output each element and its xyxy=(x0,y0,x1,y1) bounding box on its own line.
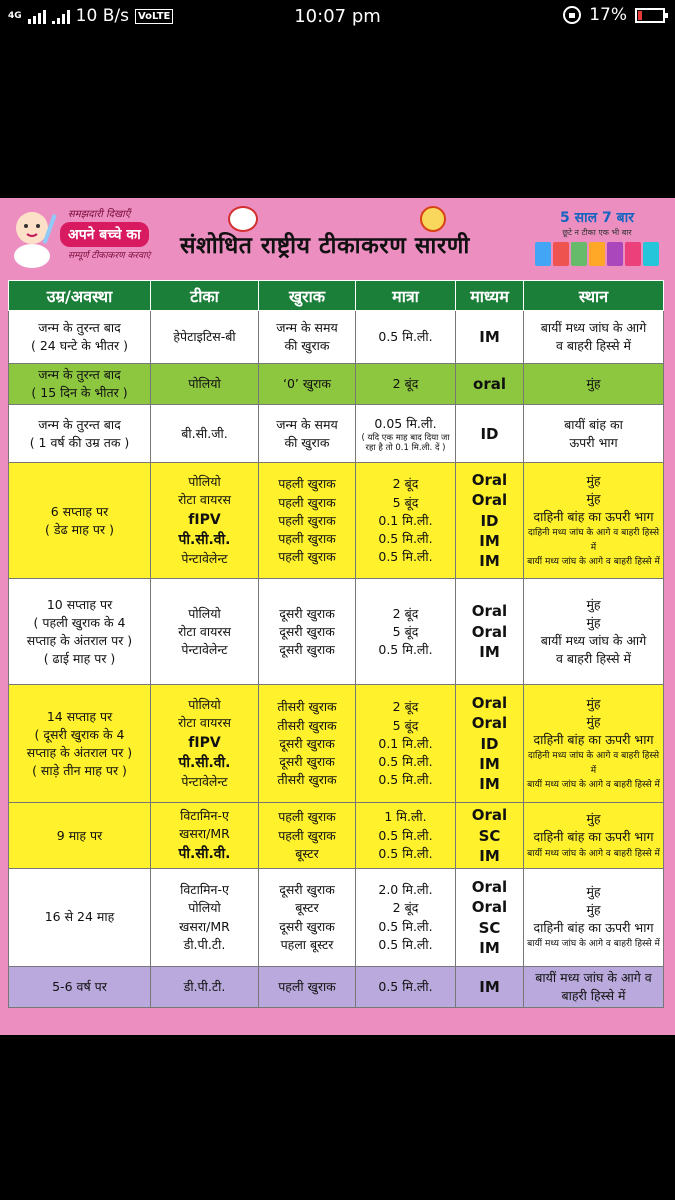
cell-dose-line: दूसरी खुराक xyxy=(279,605,335,621)
cell-quantity xyxy=(356,803,456,869)
cell-site xyxy=(524,869,664,967)
cell-quantity-line: 2 बूंद xyxy=(392,605,419,621)
cell-dose xyxy=(259,869,356,967)
cell-dose-line: दूसरी खुराक xyxy=(279,918,335,934)
cell-site xyxy=(524,967,664,1008)
cell-route-line: Oral xyxy=(471,471,508,490)
cell-quantity-line: 0.5 मि.ली. xyxy=(378,936,433,952)
cell-quantity-line: 0.1 मि.ली. xyxy=(378,512,433,528)
cell-vaccine-line: डी.पी.टी. xyxy=(183,979,226,995)
cell-vaccine-line: रोटा वायरस xyxy=(178,623,231,639)
network-speed: 10 B/s xyxy=(75,6,129,26)
cell-dose-line: तीसरी खुराक xyxy=(277,717,337,733)
cell-vaccine xyxy=(151,685,259,803)
cell-quantity xyxy=(356,311,456,364)
cell-site-line: बायीं मध्य जांघ के आगे xyxy=(540,632,647,648)
cell-site xyxy=(524,364,664,405)
cell-route xyxy=(456,463,524,579)
cell-dose-line: पहला बूस्टर xyxy=(280,936,334,952)
cell-quantity-line: 0.5 मि.ली. xyxy=(378,548,433,564)
cell-dose xyxy=(259,685,356,803)
cell-site-line: बायीं बांह का xyxy=(564,416,623,432)
vaccination-schedule-table xyxy=(8,280,664,1008)
cell-quantity-line: 0.5 मि.ली. xyxy=(378,845,433,861)
cell-vaccine-line: पी.सी.वी. xyxy=(178,531,231,548)
cell-route xyxy=(456,579,524,685)
cell-route-line: ID xyxy=(480,511,499,530)
cell-vaccine-line: fIPV xyxy=(188,511,221,528)
clock: 10:07 pm xyxy=(294,6,381,27)
viewer-background xyxy=(0,1035,675,1200)
cell-age-line: ( 24 घन्टे के भीतर ) xyxy=(30,338,128,353)
cell-quantity-line: 0.5 मि.ली. xyxy=(378,641,433,657)
cell-vaccine-line: पी.सी.वी. xyxy=(178,754,231,771)
cell-age-line: ( पहली खुराक के 4 xyxy=(33,614,126,630)
col-header-dose: खुराक xyxy=(259,281,356,311)
cell-site-line: मुंह xyxy=(586,491,601,507)
cell-vaccine-line: रोटा वायरस xyxy=(178,492,231,508)
table-row xyxy=(9,685,664,803)
cell-age xyxy=(9,869,151,967)
cell-site-line: बायीं मध्य जांघ के आगे xyxy=(540,319,647,335)
cell-vaccine-line: हेपेटाइटिस-बी xyxy=(173,328,236,344)
cell-vaccine xyxy=(151,311,259,364)
cell-quantity-line: 0.5 मि.ली. xyxy=(378,918,433,934)
cell-dose-line: तीसरी खुराक xyxy=(277,699,337,715)
cell-dose-line: पहली खुराक xyxy=(278,476,336,492)
cell-route-line: IM xyxy=(479,642,500,661)
cell-site-line: मुंह xyxy=(586,695,601,711)
cell-vaccine xyxy=(151,364,259,405)
cell-quantity-line: 5 बूंद xyxy=(392,623,419,639)
slogan-bottom: सम्पूर्ण टीकाकरण करवाएं xyxy=(68,251,151,261)
cell-vaccine xyxy=(151,869,259,967)
slogan-area xyxy=(8,204,168,276)
cell-vaccine-line: fIPV xyxy=(188,734,221,751)
cell-quantity xyxy=(356,579,456,685)
poster-header xyxy=(0,198,675,280)
cell-age-line: जन्म के तुरन्त बाद xyxy=(38,416,121,432)
cell-site-line: मुंह xyxy=(586,614,601,630)
cell-quantity-line: 5 बूंद xyxy=(392,717,419,733)
cell-dose-line: पहली खुराक xyxy=(278,809,336,825)
cell-route-line: Oral xyxy=(471,602,508,621)
cell-age-line: ( डेढ माह पर ) xyxy=(45,521,114,537)
table-row xyxy=(9,311,664,364)
cell-route xyxy=(456,685,524,803)
cell-site xyxy=(524,579,664,685)
table-row xyxy=(9,579,664,685)
cell-dose xyxy=(259,803,356,869)
cell-route-line: ID xyxy=(480,734,499,753)
cell-quantity xyxy=(356,405,456,463)
battery-icon xyxy=(635,8,665,23)
cell-age xyxy=(9,463,151,579)
cell-vaccine-line: पोलियो xyxy=(188,900,221,916)
cell-site-line: बायीं मध्य जांघ के आगे व बाहरी हिस्से में xyxy=(527,939,660,950)
cell-dose-line: पहली खुराक xyxy=(278,827,336,843)
cell-route-line: IM xyxy=(479,552,500,571)
cell-age-line: ( ढाई माह पर ) xyxy=(43,650,116,666)
cell-age-line: ( 15 दिन के भीतर ) xyxy=(31,385,128,401)
cell-age-line: 9 माह पर xyxy=(56,827,103,843)
cell-vaccine-line: पोलियो xyxy=(188,605,221,621)
battery-percent: 17% xyxy=(589,5,627,25)
cell-age-line: 5-6 वर्ष पर xyxy=(52,979,107,995)
cell-age-line: 10 सप्ताह पर xyxy=(46,596,113,612)
cell-site-line: मुंह xyxy=(586,902,601,918)
cell-site-line: दाहिनी मध्य जांघ के आगे व बाहरी हिस्से में xyxy=(527,528,660,553)
page-title: संशोधित राष्ट्रीय टीकाकरण सारणी xyxy=(180,233,470,259)
cell-quantity-line: 2.0 मि.ली. xyxy=(378,882,433,898)
battery-fill xyxy=(638,11,642,20)
cell-quantity-line: 2 बूंद xyxy=(392,900,419,916)
cell-quantity-line: 0.5 मि.ली. xyxy=(378,979,433,995)
cell-site xyxy=(524,311,664,364)
cell-site xyxy=(524,685,664,803)
cell-quantity xyxy=(356,967,456,1008)
cell-dose-line: पहली खुराक xyxy=(278,494,336,510)
cell-route-line: IM xyxy=(479,846,500,865)
cell-vaccine-line: डी.पी.टी. xyxy=(183,936,226,952)
table-row xyxy=(9,463,664,579)
cell-dose-line: की खुराक xyxy=(284,434,330,450)
cell-dose-line: जन्म के समय xyxy=(276,319,338,335)
cell-age xyxy=(9,364,151,405)
cell-route xyxy=(456,967,524,1008)
cell-quantity xyxy=(356,869,456,967)
quantity-note: ( यदि एक माह बाद दिया जा रहा है तो 0.1 मि.ली. दें ) xyxy=(361,432,450,453)
cell-site-line: मुंह xyxy=(586,884,601,900)
cell-site-line: व बाहरी हिस्से में xyxy=(555,650,632,666)
brand-cards-illustration xyxy=(528,242,666,266)
cell-vaccine xyxy=(151,463,259,579)
cell-vaccine-line: पेन्टावेलेन्ट xyxy=(181,774,228,790)
cell-site-line: ऊपरी भाग xyxy=(569,434,618,450)
cell-site-line: व बाहरी हिस्से में xyxy=(555,338,632,353)
cell-quantity-line: 0.5 मि.ली. xyxy=(378,328,433,344)
vaccination-poster[interactable] xyxy=(0,198,675,1035)
cell-dose-line: दूसरी खुराक xyxy=(279,735,335,751)
cell-age xyxy=(9,803,151,869)
cell-site xyxy=(524,463,664,579)
cell-dose xyxy=(259,364,356,405)
cell-dose xyxy=(259,463,356,579)
cell-dose-line: दूसरी खुराक xyxy=(279,753,335,769)
cell-age xyxy=(9,311,151,364)
cell-dose-line: जन्म के समय xyxy=(276,416,338,432)
cell-route-line: Oral xyxy=(471,491,508,510)
cell-vaccine-line: पोलियो xyxy=(188,697,221,713)
cell-age-line: सप्ताह के अंतराल पर ) xyxy=(26,744,133,760)
col-header-age: उम्र/अवस्था xyxy=(9,281,151,311)
cell-age-line: सप्ताह के अंतराल पर ) xyxy=(26,632,133,648)
cell-quantity xyxy=(356,364,456,405)
baby-icon xyxy=(8,208,58,268)
cell-vaccine-line: रोटा वायरस xyxy=(178,715,231,731)
cell-age-line: जन्म के तुरन्त बाद xyxy=(38,367,121,382)
cell-route-line: IM xyxy=(479,978,500,996)
cell-site xyxy=(524,803,664,869)
cell-dose-line: दूसरी खुराक xyxy=(279,882,335,898)
cell-route-line: Oral xyxy=(471,622,508,641)
cell-quantity-line: 2 बूंद xyxy=(392,699,419,715)
cell-site-line: बायीं मध्य जांघ के आगे व बाहरी हिस्से में xyxy=(527,848,660,859)
cell-quantity-line: 5 बूंद xyxy=(392,494,419,510)
cell-site-line: मुंह xyxy=(586,811,601,827)
table-row xyxy=(9,364,664,405)
volte-badge: VoLTE xyxy=(135,9,173,24)
rotation-lock-icon xyxy=(563,6,581,24)
cell-route xyxy=(456,364,524,405)
brand-title: 5 साल 7 बार xyxy=(559,210,635,226)
table-body xyxy=(9,311,664,1008)
cell-vaccine-line: बी.सी.जी. xyxy=(181,425,228,441)
cell-site-line: बायीं मध्य जांघ के आगे व बाहरी हिस्से में xyxy=(535,970,652,1004)
cell-dose-line: की खुराक xyxy=(284,338,330,353)
cell-route-line: Oral xyxy=(471,714,508,733)
cell-dose xyxy=(259,967,356,1008)
cell-route-line: IM xyxy=(479,775,500,794)
cell-age xyxy=(9,405,151,463)
cell-dose-line: पहली खुराक xyxy=(278,512,336,528)
cell-route xyxy=(456,803,524,869)
schedule-table-wrap xyxy=(8,280,663,1008)
campaign-brand xyxy=(528,208,666,274)
status-right xyxy=(563,5,665,25)
cell-route xyxy=(456,311,524,364)
cell-quantity-line: 0.5 मि.ली. xyxy=(378,530,433,546)
table-row xyxy=(9,967,664,1008)
cell-dose-line: बूस्टर xyxy=(295,845,319,861)
cell-dose-line: दूसरी खुराक xyxy=(279,641,335,657)
table-row xyxy=(9,869,664,967)
cell-site-line: दाहिनी बांह का ऊपरी भाग xyxy=(533,920,654,936)
cell-dose-line: बूस्टर xyxy=(295,900,319,916)
cell-route-line: Oral xyxy=(471,898,508,917)
cell-site-line: दाहिनी बांह का ऊपरी भाग xyxy=(533,829,654,845)
cell-vaccine-line: पोलियो xyxy=(188,474,221,490)
cell-quantity-line: 0.5 मि.ली. xyxy=(378,753,433,769)
cell-site xyxy=(524,405,664,463)
cell-site-line: मुंह xyxy=(586,714,601,730)
cell-age-line: 6 सप्ताह पर xyxy=(50,503,109,519)
table-header-row xyxy=(9,281,664,311)
cell-age-line: 14 सप्ताह पर xyxy=(46,708,113,724)
cell-dose-line: तीसरी खुराक xyxy=(277,771,337,787)
col-header-site: स्थान xyxy=(524,281,664,311)
cell-age xyxy=(9,685,151,803)
cell-age-line: जन्म के तुरन्त बाद xyxy=(38,319,121,335)
cell-vaccine-line: पेन्टावेलेन्ट xyxy=(181,551,228,567)
status-bar xyxy=(0,0,675,36)
cell-quantity-line: 2 बूंद xyxy=(392,476,419,492)
cell-vaccine xyxy=(151,405,259,463)
cell-dose-line: दूसरी खुराक xyxy=(279,623,335,639)
cell-quantity-line: 0.5 मि.ली. xyxy=(378,771,433,787)
cell-site-line: दाहिनी बांह का ऊपरी भाग xyxy=(533,732,654,748)
cell-quantity-line: 0.5 मि.ली. xyxy=(378,827,433,843)
cell-vaccine-line: खसरा/MR xyxy=(179,918,230,934)
cell-age-line: ( 1 वर्ष की उम्र तक ) xyxy=(29,434,130,450)
cell-site-line: मुंह xyxy=(586,596,601,612)
cell-site-line: मुंह xyxy=(586,472,601,488)
cell-dose xyxy=(259,579,356,685)
cell-quantity xyxy=(356,685,456,803)
cell-route-line: oral xyxy=(473,375,506,393)
col-header-quantity: मात्रा xyxy=(356,281,456,311)
cell-age-line: ( साड़े तीन माह पर ) xyxy=(32,762,127,778)
table-row xyxy=(9,405,664,463)
cell-site-line: मुंह xyxy=(586,376,601,392)
cell-vaccine-line: पेन्टावेलेन्ट xyxy=(181,641,228,657)
cell-site-line: बायीं मध्य जांघ के आगे व बाहरी हिस्से में xyxy=(527,557,660,568)
cell-route-line: IM xyxy=(479,938,500,957)
cell-quantity-line: 0.1 मि.ली. xyxy=(378,735,433,751)
cell-vaccine-line: खसरा/MR xyxy=(179,826,230,842)
col-header-route: माध्यम xyxy=(456,281,524,311)
cell-route-line: IM xyxy=(479,327,500,346)
table-row xyxy=(9,803,664,869)
cell-route-line: Oral xyxy=(471,878,508,896)
cell-route-line: Oral xyxy=(471,694,508,713)
cell-quantity-line: 0.05 मि.ली. xyxy=(374,415,437,431)
cell-quantity-line: 2 बूंद xyxy=(392,376,419,392)
cell-route xyxy=(456,869,524,967)
cell-route xyxy=(456,405,524,463)
cell-site-line: बायीं मध्य जांघ के आगे व बाहरी हिस्से में xyxy=(527,780,660,791)
col-header-vaccine: टीका xyxy=(151,281,259,311)
cell-vaccine-line: विटामिन-ए xyxy=(180,882,229,898)
cell-route-line: Oral xyxy=(471,806,508,825)
slogan-top: समझदारी दिखाएँ xyxy=(68,209,131,220)
cell-age xyxy=(9,579,151,685)
cell-quantity-line: 1 मि.ली. xyxy=(384,809,427,825)
cell-dose xyxy=(259,405,356,463)
cell-dose-line: ‘0’ खुराक xyxy=(282,376,332,392)
cell-dose-line: पहली खुराक xyxy=(278,979,336,995)
cell-vaccine xyxy=(151,803,259,869)
cell-age-line: 16 से 24 माह xyxy=(44,909,115,925)
slogan-badge: अपने बच्चे का xyxy=(60,222,149,247)
cell-site-line: दाहिनी मध्य जांघ के आगे व बाहरी हिस्से में xyxy=(527,751,660,776)
cell-dose-line: पहली खुराक xyxy=(278,530,336,546)
network-type: 4G xyxy=(8,10,22,21)
cell-vaccine xyxy=(151,967,259,1008)
cell-site-line: दाहिनी बांह का ऊपरी भाग xyxy=(533,509,654,525)
cell-dose xyxy=(259,311,356,364)
cell-vaccine-line: विटामिन-ए xyxy=(180,808,229,824)
cell-vaccine xyxy=(151,579,259,685)
cell-route-line: IM xyxy=(479,754,500,773)
cell-age xyxy=(9,967,151,1008)
cell-quantity xyxy=(356,463,456,579)
cell-route-line: ID xyxy=(480,424,499,443)
cell-route-line: SC xyxy=(478,826,501,845)
cell-age-line: ( दूसरी खुराक के 4 xyxy=(34,726,125,742)
brand-subtitle: छूटे न टीका एक भी बार xyxy=(562,228,632,237)
cell-dose-line: पहली खुराक xyxy=(278,548,336,564)
cell-vaccine-line: पोलियो xyxy=(188,376,221,392)
cell-route-line: IM xyxy=(479,531,500,550)
cell-route-line: SC xyxy=(478,918,501,937)
cell-vaccine-line: पी.सी.वी. xyxy=(178,845,231,862)
